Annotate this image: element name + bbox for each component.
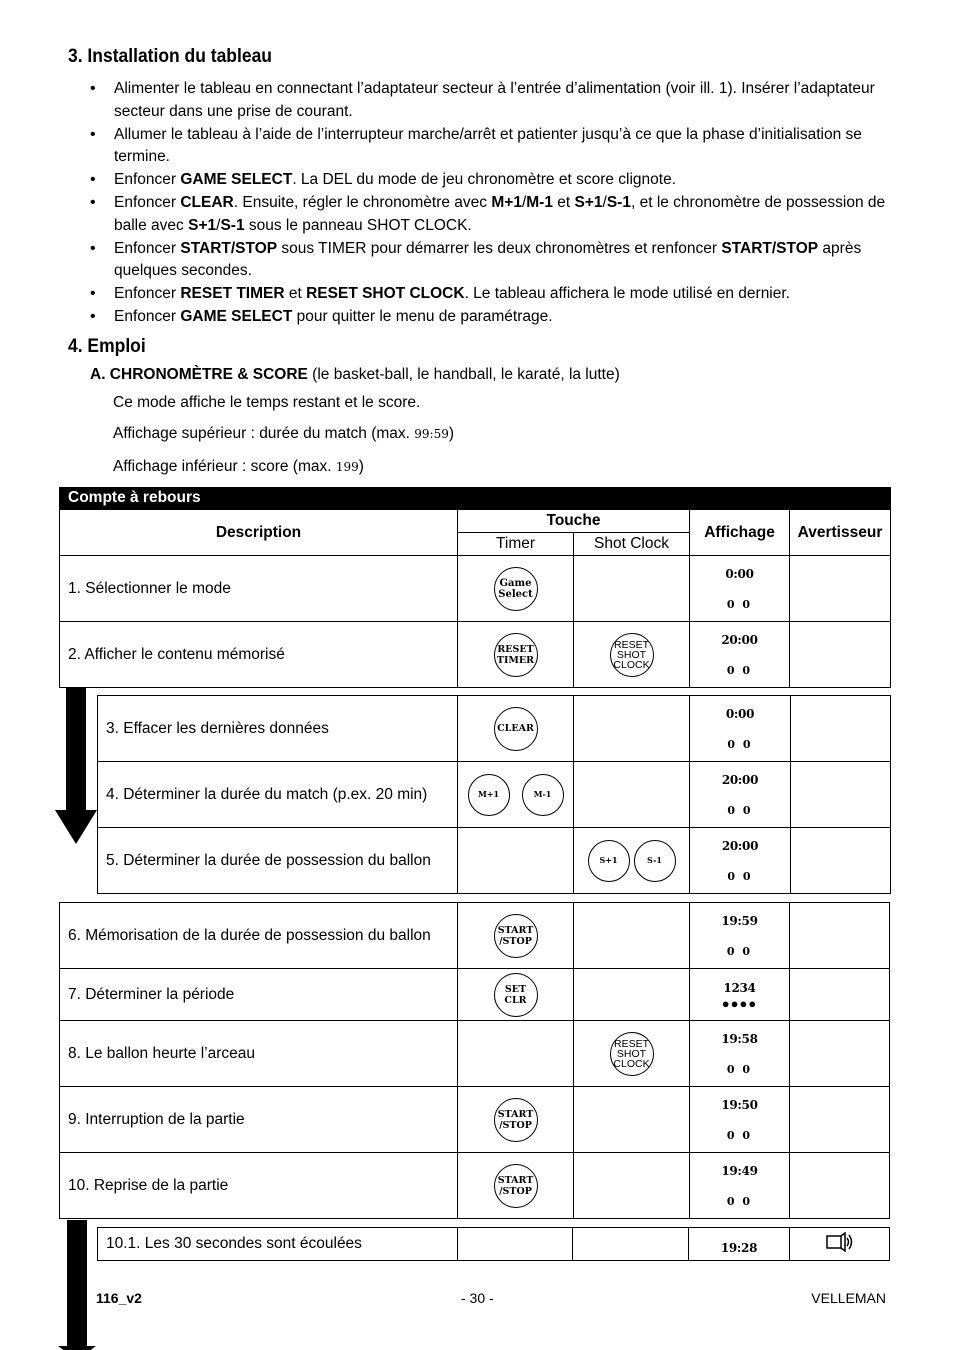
installation-steps-list — [90, 78, 890, 329]
table-banner: Compte à rebours — [59, 487, 891, 509]
display-readout: 19:49 0 0 — [721, 1163, 758, 1208]
mode-subtitle — [90, 366, 620, 384]
installation-step: • Enfoncer GAME SELECT pour quitter le menu de paramétrage. — [90, 306, 890, 329]
installation-step: • Allumer le tableau à l’aide de l’interrupteur marche/arrêt et patienter jusqu’à ce que la phase d’initialisation se termine. — [90, 124, 890, 169]
countdown-table-part-4 — [97, 1227, 890, 1261]
countdown-table-part-1 — [59, 509, 891, 688]
start-stop-button-icon: START /STOP — [494, 914, 538, 958]
upper-display-description: Affichage supérieur : durée du match (max. 99:59) — [113, 425, 455, 442]
m-plus-button-icon: M+1 — [468, 774, 510, 816]
footer-doc-code: 116_v2 — [96, 1290, 142, 1306]
display-readout: 19:58 0 0 — [721, 1031, 758, 1076]
buzzer-speaker-icon — [826, 1232, 854, 1252]
reset-timer-button-icon: RESET TIMER — [494, 633, 538, 677]
table-row: 2. Afficher le contenu mémorisé RESET TIMER RESET SHOT CLOCK 20:00 0 0 — [60, 622, 891, 688]
mode-description: Ce mode affiche le temps restant et le score. — [113, 394, 421, 411]
flow-arrow-down-icon — [58, 1220, 98, 1350]
table-row: 5. Déterminer la durée de possession du ballon S+1 S-1 20:00 0 0 — [98, 828, 891, 894]
display-readout: 0:00 0 0 — [725, 566, 754, 611]
countdown-table-part-2 — [97, 695, 891, 894]
table-row: 3. Effacer les dernières données CLEAR 0:00 0 0 — [98, 696, 891, 762]
display-readout: 19:50 0 0 — [721, 1097, 758, 1142]
mode-subtitle-bold: A. CHRONOMÈTRE & SCORE — [90, 366, 308, 383]
table-row: 8. Le ballon heurte l’arceau RESET SHOT CLOCK 19:58 0 0 — [60, 1021, 890, 1087]
installation-step: • Enfoncer RESET TIMER et RESET SHOT CLOCK. Le tableau affichera le mode utilisé en dernier. — [90, 283, 890, 306]
clear-button-icon: CLEAR — [494, 707, 538, 751]
table-row: 10.1. Les 30 secondes sont écoulées 19:28 — [98, 1228, 890, 1261]
m-minus-button-icon: M-1 — [522, 774, 564, 816]
display-readout: 20:00 0 0 — [721, 772, 759, 817]
lower-display-description: Affichage inférieur : score (max. 199) — [113, 458, 364, 475]
header-timer: Timer — [458, 533, 574, 556]
header-description: Description — [60, 510, 458, 556]
reset-shot-clock-button-icon: RESET SHOT CLOCK — [610, 1032, 654, 1076]
table-row: 1. Sélectionner le mode Game Select 0:00 0 0 — [60, 556, 891, 622]
display-readout: 19:59 0 0 — [721, 913, 758, 958]
footer-brand: VELLEMAN — [811, 1290, 886, 1306]
start-stop-button-icon: START /STOP — [494, 1164, 538, 1208]
countdown-table-part-3 — [59, 902, 890, 1219]
installation-step: • Enfoncer START/STOP sous TIMER pour démarrer les deux chronomètres et renfoncer START/STOP après quelques secondes. — [90, 238, 890, 283]
header-shot-clock: Shot Clock — [574, 533, 690, 556]
display-readout: 1234 ●●●● — [721, 980, 758, 1011]
table-row: 9. Interruption de la partie START /STOP 19:50 0 0 — [60, 1087, 890, 1153]
table-row: 4. Déterminer la durée du match (p.ex. 20 min) M+1 M-1 20:00 0 0 — [98, 762, 891, 828]
mode-subtitle-rest: (le basket-ball, le handball, le karaté, la lutte) — [307, 366, 620, 383]
installation-step: • Alimenter le tableau en connectant l’adaptateur secteur à l’entrée d’alimentation (voir ill. 1). Insérer l’adaptateur secteur dans une prise de courant. — [90, 78, 890, 123]
table-row: 10. Reprise de la partie START /STOP 19:49 0 0 — [60, 1153, 890, 1219]
header-avertisseur: Avertisseur — [790, 510, 891, 556]
installation-step: • Enfoncer CLEAR. Ensuite, régler le chronomètre avec M+1/M-1 et S+1/S-1, et le chronomètre de possession de balle avec S+1/S-1 sous le panneau SHOT CLOCK. — [90, 192, 890, 237]
reset-shot-clock-button-icon: RESET SHOT CLOCK — [610, 633, 654, 677]
display-readout: 20:00 0 0 — [721, 838, 759, 883]
header-affichage: Affichage — [690, 510, 790, 556]
s-plus-button-icon: S+1 — [588, 840, 630, 882]
display-readout: 20:00 0 0 — [721, 632, 758, 677]
display-readout: 19:28 — [720, 1241, 758, 1255]
section-3-title: 3. Installation du tableau — [68, 46, 272, 67]
table-row: 6. Mémorisation de la durée de possession du ballon START /STOP 19:59 0 0 — [60, 903, 890, 969]
set-clr-button-icon: SET CLR — [494, 973, 538, 1017]
s-minus-button-icon: S-1 — [634, 840, 676, 882]
flow-arrow-down-icon — [55, 688, 97, 846]
section-4-title: 4. Emploi — [68, 336, 146, 357]
installation-step: • Enfoncer GAME SELECT. La DEL du mode de jeu chronomètre et score clignote. — [90, 169, 890, 192]
display-readout: 0:00 0 0 — [725, 706, 755, 751]
footer-page-number: - 30 - — [461, 1290, 494, 1306]
start-stop-button-icon: START /STOP — [494, 1098, 538, 1142]
header-touche: Touche — [458, 510, 690, 533]
game-select-button-icon: Game Select — [494, 567, 538, 611]
table-row: 7. Déterminer la période SET CLR 1234 ●●●● — [60, 969, 890, 1021]
